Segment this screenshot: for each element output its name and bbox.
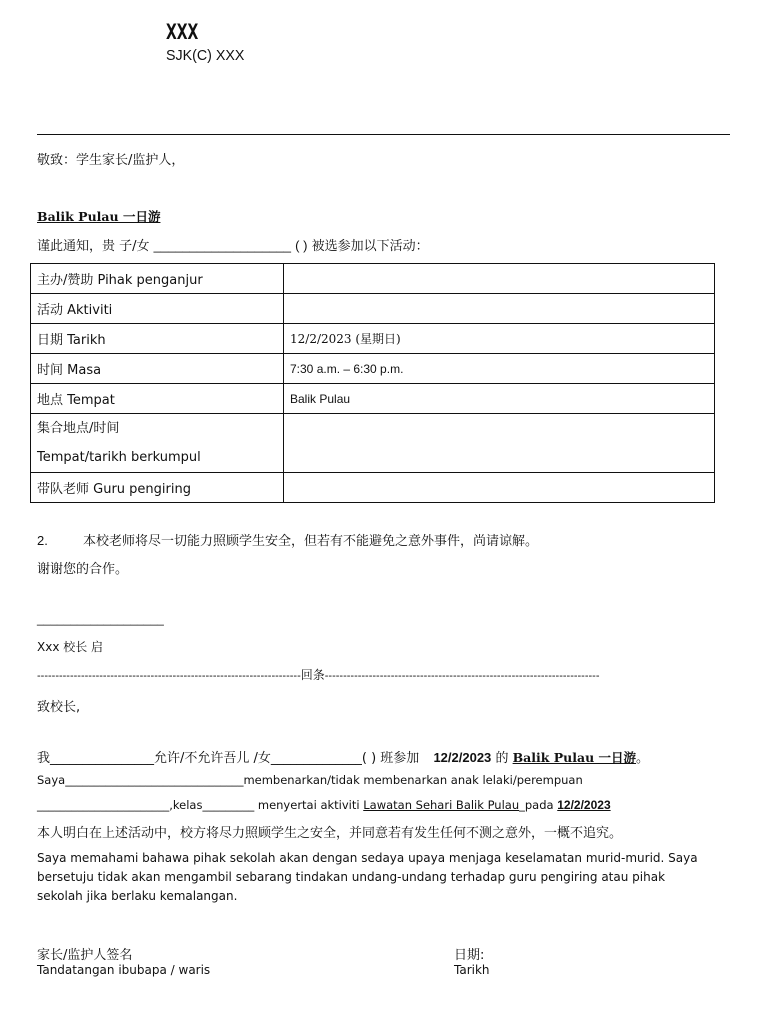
paragraph-number: 2.: [37, 533, 48, 548]
parent-sign-my: Tandatangan ibubapa / waris: [37, 963, 211, 977]
notice-paren: ( ): [295, 238, 308, 253]
row-label: 活动 Aktiviti: [31, 294, 284, 324]
table-row: [31, 294, 715, 324]
table-row: [31, 473, 715, 503]
row-label: 日期 Tarikh: [31, 324, 284, 354]
tear-left: ------------------------------------------------------------------------: [37, 670, 301, 682]
row-label-my: Tempat/tarikh berkumpul: [37, 450, 201, 465]
consent-my-line: bersetuju tidak akan mengambil sebarang tindakan undang-undang terhadap guru pengiring atau pihak: [37, 870, 666, 884]
row-value-place: Balik Pulau: [284, 384, 715, 414]
row-value: [284, 294, 715, 324]
table-row: [31, 324, 715, 354]
reply-event: Balik Pulau 一日游: [512, 750, 637, 765]
row-value-date: 12/2/2023 (星期日): [284, 324, 715, 354]
row-label-cn: 集合地点/时间: [37, 421, 120, 436]
row-label: [31, 414, 284, 473]
reply-cn-start: 我________________允许/不允许吾儿 /女______________( ) 班参加: [37, 751, 420, 766]
principal-sign: Xxx 校长 启: [37, 640, 104, 654]
reply-line-my-2: [37, 798, 611, 812]
row-value: [284, 473, 715, 503]
reply-end: 。: [636, 751, 650, 766]
reply-line-cn: [37, 747, 649, 766]
table-row: [31, 264, 715, 294]
table-row: [31, 384, 715, 414]
consent-my-line: sekolah jika berlaku kemalangan.: [37, 889, 238, 903]
reply-my-date: 12/2/2023: [557, 798, 611, 812]
consent-my: [37, 849, 698, 906]
row-value-time: 7:30 a.m. – 6:30 p.m.: [284, 354, 715, 384]
row-label: 时间 Masa: [31, 354, 284, 384]
header-divider: [37, 134, 730, 135]
parent-sign-cn: 家长/监护人签名: [37, 948, 133, 963]
to-principal: 致校长,: [37, 700, 81, 715]
activity-table: [30, 263, 715, 503]
notice-tail: 被选参加以下活动：: [311, 239, 429, 254]
reply-my-pada: _pada: [519, 798, 554, 812]
consent-my-line: Saya memahami bahawa pihak sekolah akan dengan sedaya upaya menjaga keselamatan murid-murid. Saya: [37, 851, 698, 865]
reply-my-start: _______________________,kelas_________ menyertai aktiviti: [37, 798, 360, 812]
row-value: [284, 414, 715, 473]
paragraph-2: [37, 530, 538, 549]
reply-my-event: Lawatan Sehari Balik Pulau: [363, 798, 520, 812]
school-title: XXX: [166, 20, 199, 44]
salutation: 敬致：学生家长/监护人，: [37, 153, 185, 168]
notice-line: [37, 235, 429, 254]
tear-off-line: [37, 666, 600, 683]
notice-blank: ___________________: [153, 238, 292, 253]
paragraph-text: 本校老师将尽一切能力照顾学生安全，但若有不能避免之意外事件，尚请谅解。: [83, 534, 539, 549]
row-label: 主办/赞助 Pihak penganjur: [31, 264, 284, 294]
row-value: [284, 264, 715, 294]
thanks: 谢谢您的合作。: [37, 562, 129, 577]
school-name: SJK(C) XXX: [166, 47, 245, 64]
tear-right: ---------------------------------------------------------------------------: [324, 670, 600, 682]
consent-cn: 本人明白在上述活动中，校方将尽力照顾学生之安全，并同意若有发生任何不测之意外，一概不追究。: [37, 826, 623, 841]
reply-line-my: Saya_______________________________membenarkan/tidak membenarkan anak lelaki/perempuan: [37, 773, 583, 787]
signature-line: ___________________: [37, 612, 164, 626]
subject: Balik Pulau 一日游: [37, 209, 161, 224]
table-row: [31, 414, 715, 473]
date-label-cn: 日期:: [454, 948, 485, 963]
reply-of: 的: [495, 751, 509, 766]
tear-label: 回条: [300, 668, 325, 682]
date-label-my: Tarikh: [454, 963, 490, 977]
notice-lead: 谨此通知，贵 子/女: [37, 239, 150, 254]
reply-date: 12/2/2023: [433, 750, 492, 765]
row-label: 带队老师 Guru pengiring: [31, 473, 284, 503]
table-row: [31, 354, 715, 384]
row-label: 地点 Tempat: [31, 384, 284, 414]
